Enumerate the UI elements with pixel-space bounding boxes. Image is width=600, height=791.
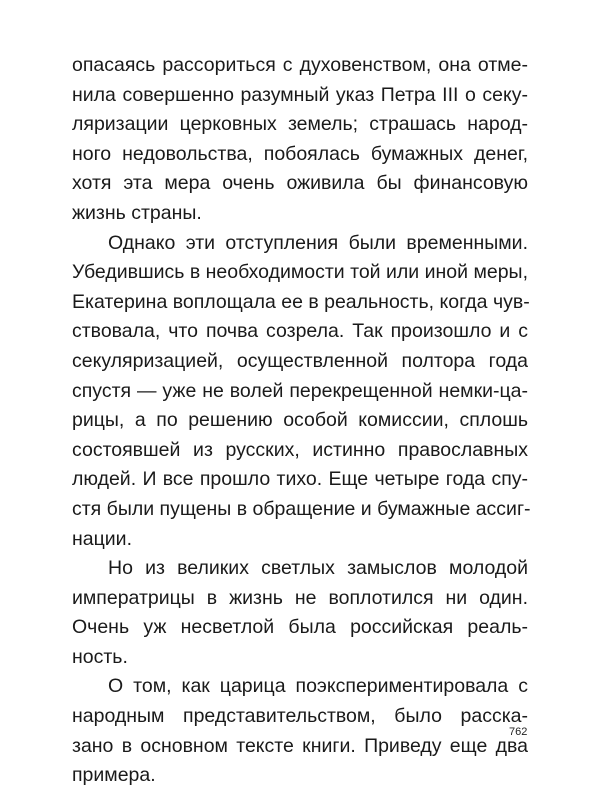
text-line: состоявшей из русских, истинно православных (72, 438, 528, 461)
text-line: опасаясь рассориться с духовенством, она отме- (72, 54, 528, 76)
text-line: Очень уж несветлой была российская реаль- (72, 616, 528, 639)
text-line: людей. И все прошло тихо. Еще четыре года спу- (72, 468, 528, 491)
paragraph-4 (72, 672, 528, 790)
text-line: Екатерина воплощала ее в реальность, когда чув- (72, 290, 530, 313)
text-line: Убедившись в необходимости той или иной меры, (72, 261, 528, 284)
text-line: примера. (72, 764, 156, 787)
text-line: нила совершенно разумный указ Петра III о секу- (72, 83, 528, 106)
text-line: Но из великих светлых замыслов молодой (108, 557, 528, 580)
paragraph-1 (72, 51, 528, 229)
text-line: жизнь страны. (72, 201, 202, 224)
text-line: нации. (72, 527, 132, 550)
page-body (72, 51, 531, 791)
text-line: секуляризацией, осуществленной полтора года (72, 349, 528, 372)
text-line: ного недовольства, побоялась бумажных денег, (72, 142, 528, 165)
text-line: спустя — уже не волей перекрещенной немки-ца- (72, 379, 528, 402)
text-line: зано в основном тексте книги. Приведу еще два (72, 734, 528, 757)
text-line: рицы, а по решению особой комиссии, сплошь (72, 409, 528, 432)
text-line: Однако эти отступления были временными. (108, 231, 528, 254)
text-line: О том, как царица поэкспериментировала с (108, 675, 528, 698)
text-line: стя были пущены в обращение и бумажные ассиг- (72, 497, 531, 520)
text-line: ляризации церковных земель; страшась народ- (72, 113, 528, 136)
text-line: императрицы в жизнь не воплотился ни один. (72, 586, 528, 609)
text-line: народным представительством, было расска- (72, 705, 528, 728)
paragraph-2 (72, 229, 531, 555)
text-line: хотя эта мера очень оживила бы финансовую (72, 172, 528, 195)
paragraph-3 (72, 554, 528, 672)
text-line: ность. (72, 645, 128, 668)
text-line: ствовала, что почва созрела. Так произошло и с (72, 320, 528, 343)
page-number: 762 (509, 726, 528, 738)
